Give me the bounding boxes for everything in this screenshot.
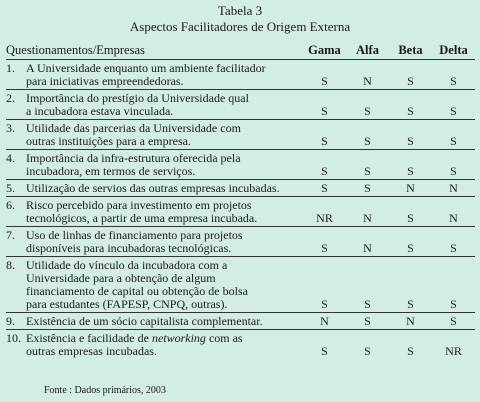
table-row bbox=[6, 197, 475, 227]
col-header-alfa: Alfa bbox=[346, 42, 389, 60]
question-line: Existência e facilidade de networking com as bbox=[26, 331, 243, 345]
answer-delta: S bbox=[432, 227, 475, 257]
table-row bbox=[6, 313, 475, 330]
question-line: a incubadora estava vinculada. bbox=[26, 104, 174, 118]
table-row bbox=[6, 150, 475, 180]
answer-gama: S bbox=[303, 227, 346, 257]
table-row bbox=[6, 90, 475, 120]
col-header-delta: Delta bbox=[432, 42, 475, 60]
question-text bbox=[26, 313, 303, 330]
answer-gama: S bbox=[303, 120, 346, 150]
answer-beta: N bbox=[389, 313, 432, 330]
question-number: 1. bbox=[6, 60, 26, 90]
answer-gama: S bbox=[303, 257, 346, 313]
source-footnote: Fonte : Dados primários, 2003 bbox=[44, 385, 166, 396]
answer-beta: N bbox=[389, 180, 432, 197]
table-row bbox=[6, 60, 475, 90]
answer-beta: S bbox=[389, 257, 432, 313]
answer-beta: S bbox=[407, 344, 414, 358]
answer-beta: S bbox=[389, 197, 432, 227]
answer-alfa: N bbox=[346, 227, 389, 257]
answer-gama: NR bbox=[303, 197, 346, 227]
question-text bbox=[26, 257, 303, 313]
answer-delta: S bbox=[432, 150, 475, 180]
table-header-row bbox=[6, 42, 475, 60]
question-number: 8. bbox=[6, 257, 26, 313]
question-line: Risco percebido para investimento em projetos bbox=[26, 198, 252, 212]
answer-delta: S bbox=[432, 120, 475, 150]
answer-beta: S bbox=[389, 120, 432, 150]
question-line: tecnológicos, a partir de uma empresa incubada. bbox=[26, 211, 258, 225]
question-text bbox=[26, 180, 303, 197]
question-line: Existência de um sócio capitalista complementar. bbox=[26, 314, 263, 328]
answer-alfa: S bbox=[346, 120, 389, 150]
answer-alfa: N bbox=[346, 60, 389, 90]
table-row bbox=[6, 120, 475, 150]
question-line: financiamento de capital ou obtenção de bolsa bbox=[26, 284, 248, 298]
question-line: incubadora, em termos de serviços. bbox=[26, 164, 196, 178]
question-line: Importância da infra-estrutura oferecida pela bbox=[26, 151, 241, 165]
facilitators-table bbox=[6, 42, 475, 359]
answer-beta: S bbox=[389, 227, 432, 257]
question-line: Utilização de servios das outras empresas incubadas. bbox=[26, 181, 280, 195]
italic-term: networking bbox=[151, 331, 206, 345]
answer-delta: S bbox=[432, 313, 475, 330]
answer-gama: S bbox=[303, 60, 346, 90]
question-text bbox=[26, 330, 303, 360]
answer-gama: S bbox=[303, 90, 346, 120]
questions-header: Questionamentos/Empresas bbox=[6, 42, 303, 60]
question-text bbox=[26, 150, 303, 180]
answer-gama: N bbox=[303, 313, 346, 330]
answer-alfa: S bbox=[346, 180, 389, 197]
answer-delta: S bbox=[432, 257, 475, 313]
answer-delta: S bbox=[432, 60, 475, 90]
table-row bbox=[6, 330, 475, 360]
question-line: para estudantes (FAPESP, CNPQ, outras). bbox=[26, 297, 228, 311]
question-number: 3. bbox=[6, 120, 26, 150]
answer-delta: N bbox=[432, 197, 475, 227]
question-line: A Universidade enquanto um ambiente facilitador bbox=[26, 61, 266, 75]
col-header-gama: Gama bbox=[303, 42, 346, 60]
answer-delta: S bbox=[432, 90, 475, 120]
question-line: outras empresas incubadas. bbox=[26, 344, 157, 358]
question-line: Importância do prestígio da Universidade qual bbox=[26, 91, 249, 105]
question-line: disponíveis para incubadoras tecnológicas. bbox=[26, 241, 232, 255]
question-number: 9. bbox=[6, 313, 26, 330]
answer-beta: S bbox=[389, 90, 432, 120]
table-caption-number: Tabela 3 bbox=[217, 3, 263, 18]
table-row bbox=[6, 227, 475, 257]
answer-alfa: N bbox=[346, 197, 389, 227]
question-number: 2. bbox=[6, 90, 26, 120]
question-number: 6. bbox=[6, 197, 26, 227]
answer-beta: S bbox=[389, 60, 432, 90]
question-line: Uso de linhas de financiamento para projetos bbox=[26, 228, 243, 242]
question-line: Universidade para a obtenção de algum bbox=[26, 271, 216, 285]
question-number: 4. bbox=[6, 150, 26, 180]
question-text bbox=[26, 90, 303, 120]
answer-alfa: S bbox=[346, 150, 389, 180]
table-caption-title: Aspectos Facilitadores de Origem Externa bbox=[129, 19, 351, 34]
question-number: 10. bbox=[6, 331, 21, 345]
answer-alfa: S bbox=[346, 90, 389, 120]
answer-gama: S bbox=[321, 344, 328, 358]
answer-delta: NR bbox=[445, 344, 462, 358]
question-text bbox=[26, 197, 303, 227]
question-line: Utilidade do vínculo da incubadora com a bbox=[26, 258, 228, 272]
answer-gama: S bbox=[303, 180, 346, 197]
answer-delta: N bbox=[432, 180, 475, 197]
answer-alfa: S bbox=[364, 344, 371, 358]
answer-gama: S bbox=[303, 150, 346, 180]
question-text bbox=[26, 60, 303, 90]
table-row bbox=[6, 257, 475, 313]
question-text bbox=[26, 227, 303, 257]
question-text bbox=[26, 120, 303, 150]
question-line: outras instituições para a empresa. bbox=[26, 134, 191, 148]
answer-alfa: S bbox=[346, 313, 389, 330]
col-header-beta: Beta bbox=[389, 42, 432, 60]
table-row bbox=[6, 180, 475, 197]
question-line: Utilidade das parcerias da Universidade com bbox=[26, 121, 241, 135]
question-number: 7. bbox=[6, 227, 26, 257]
question-number: 5. bbox=[6, 180, 26, 197]
answer-alfa: S bbox=[346, 257, 389, 313]
question-line: para iniciativas empreendedoras. bbox=[26, 74, 184, 88]
answer-beta: S bbox=[389, 150, 432, 180]
